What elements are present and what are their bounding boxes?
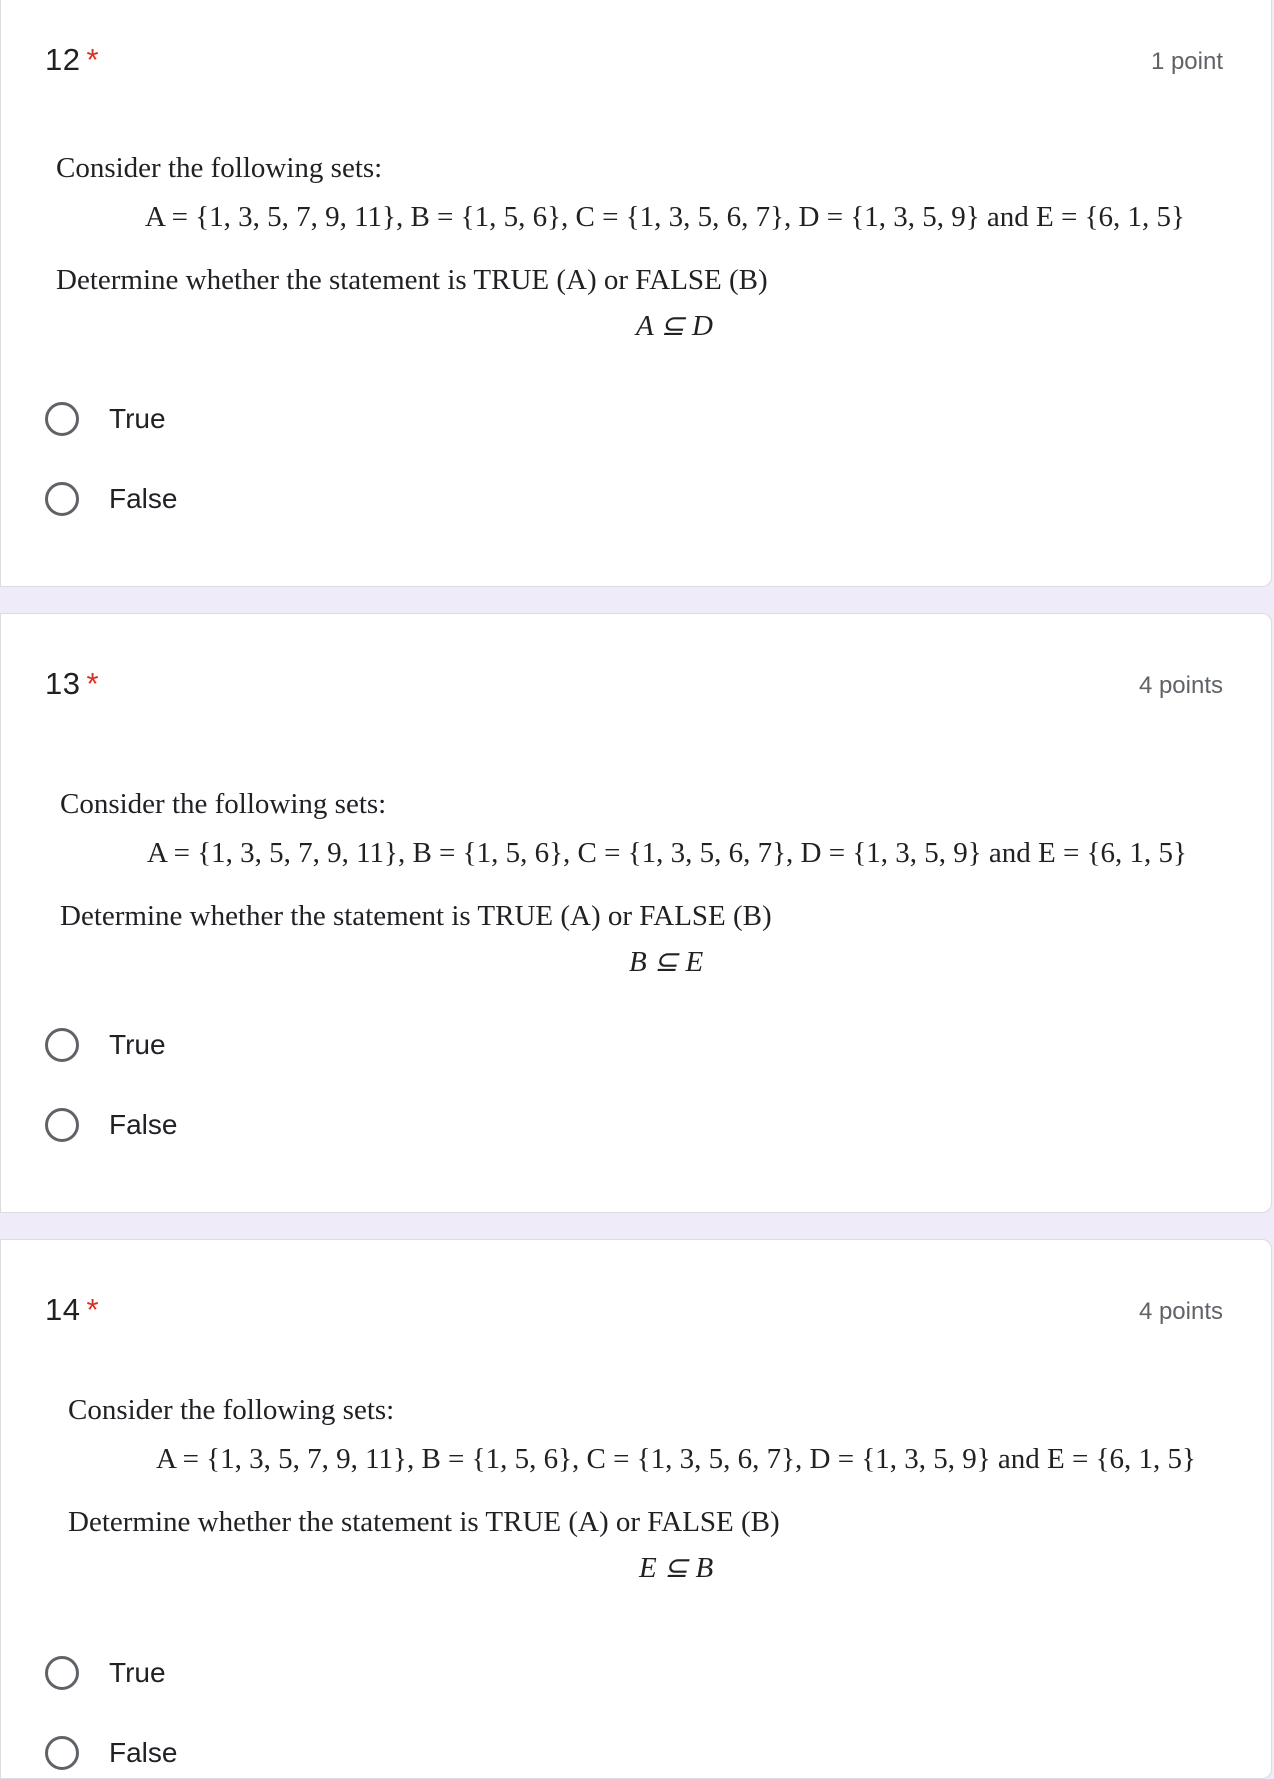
question-statement: E ⊆ B [639, 1552, 714, 1584]
question-intro: Consider the following sets: [60, 788, 387, 820]
question-card-12 [0, 0, 1272, 587]
question-instruction: Determine whether the statement is TRUE (A) or FALSE (B) [68, 1506, 780, 1538]
question-sets: A = {1, 3, 5, 7, 9, 11}, B = {1, 5, 6}, C = {1, 3, 5, 6, 7}, D = {1, 3, 5, 9} and E = {6, 1, 5} [145, 201, 1185, 233]
question-sets: A = {1, 3, 5, 7, 9, 11}, B = {1, 5, 6}, C = {1, 3, 5, 6, 7}, D = {1, 3, 5, 9} and E = {6, 1, 5} [147, 837, 1187, 869]
question-intro: Consider the following sets: [56, 152, 383, 184]
radio-button[interactable] [45, 1108, 79, 1142]
required-asterisk: * [86, 666, 99, 701]
question-image [1, 1240, 1271, 1600]
question-points: 4 points [1138, 1298, 1223, 1325]
radio-button[interactable] [45, 482, 79, 516]
radio-button[interactable] [45, 1656, 79, 1690]
question-statement: A ⊆ D [636, 310, 713, 342]
question-intro: Consider the following sets: [68, 1394, 395, 1426]
radio-button[interactable] [45, 402, 79, 436]
option-label: False [109, 1737, 178, 1768]
option-false[interactable] [45, 1733, 177, 1773]
question-instruction: Determine whether the statement is TRUE (A) or FALSE (B) [56, 264, 768, 296]
question-card-14 [0, 1239, 1272, 1779]
option-label: False [109, 1109, 178, 1140]
question-points: 1 point [1150, 48, 1223, 75]
radio-button[interactable] [45, 1028, 79, 1062]
question-instruction: Determine whether the statement is TRUE (A) or FALSE (B) [60, 900, 772, 932]
option-false[interactable] [45, 479, 177, 519]
option-true[interactable] [45, 399, 166, 439]
option-label: True [109, 403, 166, 434]
question-points: 4 points [1138, 672, 1223, 699]
option-label: True [109, 1029, 166, 1060]
option-label: False [109, 483, 178, 514]
option-false[interactable] [45, 1105, 177, 1145]
required-asterisk: * [86, 42, 99, 77]
question-image [1, 0, 1271, 350]
question-statement: B ⊆ E [629, 946, 704, 978]
question-number: 12 [45, 42, 81, 77]
option-true[interactable] [45, 1653, 166, 1693]
required-asterisk: * [86, 1292, 99, 1327]
question-number: 14 [45, 1292, 81, 1327]
radio-button[interactable] [45, 1736, 79, 1770]
question-number: 13 [45, 666, 81, 701]
option-true[interactable] [45, 1025, 166, 1065]
question-card-13 [0, 613, 1272, 1213]
question-image [1, 614, 1271, 984]
question-sets: A = {1, 3, 5, 7, 9, 11}, B = {1, 5, 6}, C = {1, 3, 5, 6, 7}, D = {1, 3, 5, 9} and E = {6, 1, 5} [156, 1443, 1196, 1475]
option-label: True [109, 1657, 166, 1688]
